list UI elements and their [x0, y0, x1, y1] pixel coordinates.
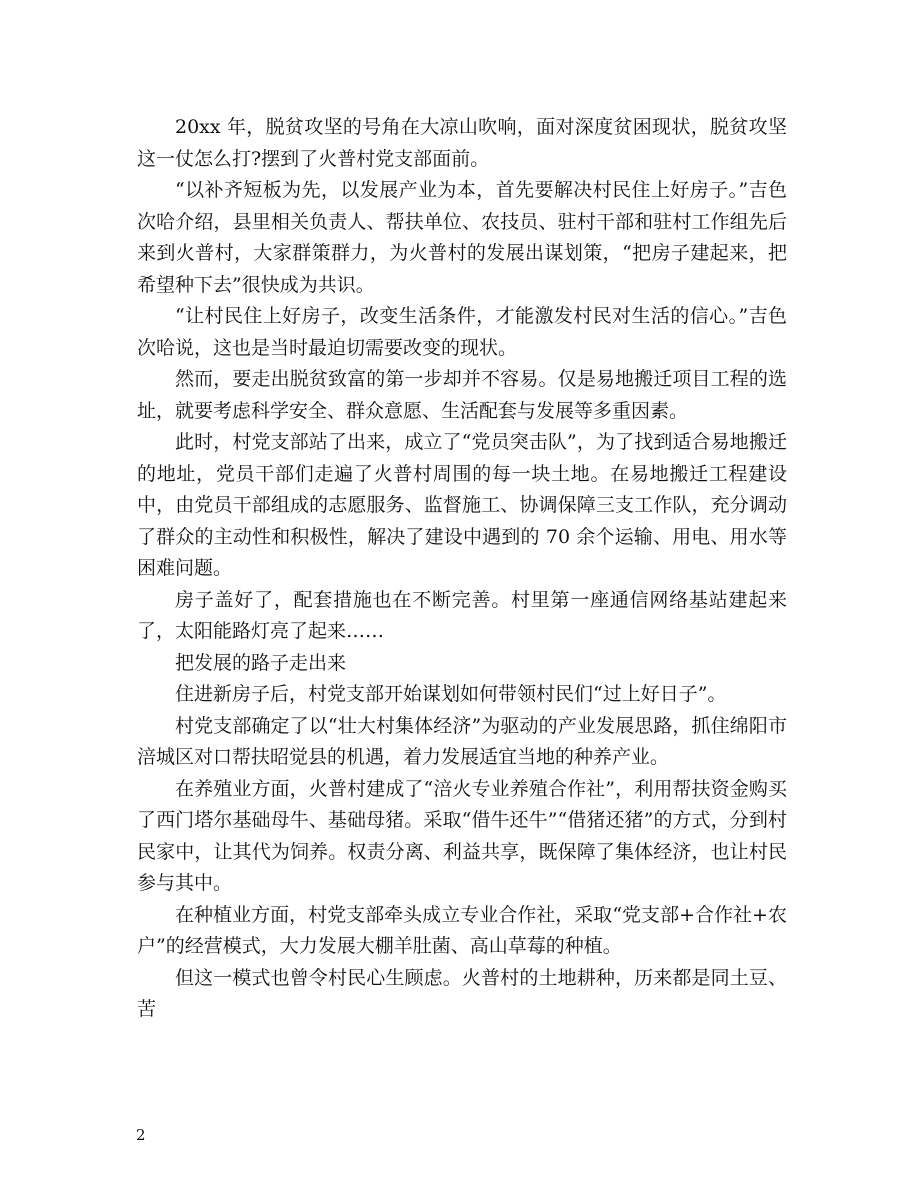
paragraph: 此时，村党支部站了出来，成立了“党员突击队”，为了找到适合易地搬迁的地址，党员干部们走遍了火普村周围的每一块土地。在易地搬迁工程建设中，由党员干部组成的志愿服务、监督施工、协调保障三支工作队，充分调动了群众的主动性和积极性，解决了建设中遇到的 70 余个运输、用电、用水等困难问题。 [137, 431, 787, 579]
page-number: 2 [136, 1126, 146, 1144]
paragraph: 在种植业方面，村党支部牵头成立专业合作社，采取“党支部+合作社+农户”的经营模式，大力发展大棚羊肚菌、高山草莓的种植。 [137, 903, 787, 957]
paragraph: 住进新房子后，村党支部开始谋划如何带领村民们“过上好日子”。 [175, 683, 727, 705]
paragraph: 20xx 年，脱贫攻坚的号角在大凉山吹响，面对深度贫困现状，脱贫攻坚这一仗怎么打?摆到了火普村党支部面前。 [137, 116, 787, 170]
paragraph: “以补齐短板为先，以发展产业为本，首先要解决村民住上好房子。”吉色次哈介绍，县里相关负责人、帮扶单位、农技员、驻村干部和驻村工作组先后来到火普村，大家群策群力，为火普村的发展出谋划策，“把房子建起来，把希望种下去”很快成为共识。 [137, 179, 787, 296]
paragraph: 但这一模式也曾令村民心生顾虑。火普村的土地耕种，历来都是同土豆、苦 [137, 966, 787, 1020]
paragraph: 然而，要走出脱贫致富的第一步却并不容易。仅是易地搬迁项目工程的选址，就要考虑科学安全、群众意愿、生活配套与发展等多重因素。 [137, 368, 787, 422]
paragraph: 村党支部确定了以“壮大村集体经济”为驱动的产业发展思路，抓住绵阳市涪城区对口帮扶昭觉县的机遇，着力发展适宜当地的种养产业。 [137, 714, 787, 768]
paragraph: 房子盖好了，配套措施也在不断完善。村里第一座通信网络基站建起来了，太阳能路灯亮了起来…… [137, 588, 787, 642]
paragraph: 在养殖业方面，火普村建成了“涪火专业养殖合作社”，利用帮扶资金购买了西门塔尔基础母牛、基础母猪。采取“借牛还牛”“借猪还猪”的方式，分到村民家中，让其代为饲养。权责分离、利益共享，既保障了集体经济，也让村民参与其中。 [137, 777, 787, 894]
document-body [137, 112, 787, 1026]
section-heading: 把发展的路子走出来 [175, 651, 347, 674]
paragraph: “让村民住上好房子，改变生活条件，才能激发村民对生活的信心。”吉色次哈说，这也是当时最迫切需要改变的现状。 [137, 305, 787, 359]
